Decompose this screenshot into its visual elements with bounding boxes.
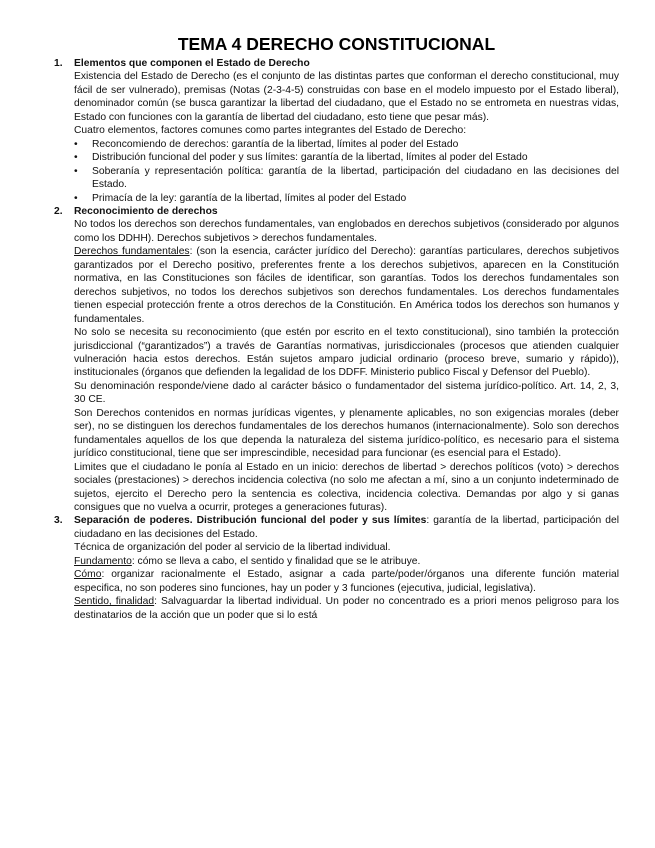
- list-item: • Distribución funcional del poder y sus límites: garantía de la libertad, límites al poder del Estado: [74, 152, 528, 164]
- section-1: [54, 57, 619, 205]
- paragraph: Cuatro elementos, factores comunes como partes integrantes del Estado de Derecho:: [74, 125, 467, 137]
- paragraph: No solo se necesita su reconocimiento (que estén por escrito en el texto constitucional), sino también la protección jurisdiccional (“garantizados”) a través de Garantías normativas, jurisdiccionales (procesos que atienden cualquier vulneración hacia estos derechos. Están sujetos amparo judicial ordinario (proceso breve, sumario y rápido)), institucionales (órganos que defienden la legalidad de los DDFF. Ministerio publico Fiscal y Defensor del Pueblo).: [74, 327, 619, 379]
- bullet-icon: •: [74, 138, 78, 150]
- section-3-heading: [54, 514, 619, 541]
- paragraph: Derechos fundamentales: (son la esencia, carácter jurídico del Derecho): garantías particulares, derechos subjetivos garantizados por el Derecho positivo, preferentes frente a los derechos subjetivos, aparecen en la Constitución normativa, en las Constituciones son fáciles de identificar, son garantías. Todos los derechos fundamentales son derechos subjetivos, no todos los derechos subjetivos son derechos fundamentales. Los derechos fundamentales tienen especial protección frente a otros derechos de la Constitución. En América todos los derechos son humanos y fundamentales.: [74, 246, 619, 325]
- list-item: • Primacía de la ley: garantía de la libertad, límites al poder del Estado: [74, 192, 407, 204]
- paragraph: Fundamento: cómo se lleva a cabo, el sentido y finalidad que se le atribuye.: [74, 555, 421, 567]
- section-3: [54, 514, 619, 622]
- document-title: TEMA 4 DERECHO CONSTITUCIONAL: [177, 34, 496, 54]
- paragraph: Cómo: organizar racionalmente el Estado, asignar a cada parte/poder/órganos una diferente función material especifica, no son poderes sino funciones, hay un poder y 3 funciones (ejecutiva, judicial, legislativa).: [74, 569, 619, 594]
- paragraph: Limites que el ciudadano le ponía al Estado en un inicio: derechos de libertad > derechos políticos (voto) > derechos sociales (prestaciones) > derechos incidencia colectiva (no solo me afectan a mí, sino a un conjunto indeterminado de sujetos, ejercito el Derecho pero la sentencia es colectiva, incidencia colectiva. Demandas por algo y si ganas consigues que no vuelva a ocurrir, proteges a generaciones futuras).: [74, 461, 619, 513]
- paragraph: No todos los derechos son derechos fundamentales, van englobados en derechos subjetivos (considerado por algunos como los DDHH). Derechos subjetivos > derechos fundamentales.: [74, 219, 619, 244]
- term-label: Sentido, finalidad: [74, 596, 155, 608]
- term-label: Derechos fundamentales: [74, 246, 190, 258]
- section-2: [54, 205, 619, 514]
- paragraph: Técnica de organización del poder al servicio de la libertad individual.: [74, 542, 391, 554]
- term-label: Fundamento: [74, 555, 132, 567]
- bullet-icon: •: [74, 152, 78, 164]
- bullet-icon: •: [74, 192, 78, 204]
- paragraph: Son Derechos contenidos en normas jurídicas vigentes, y plenamente aplicables, no son exigencias morales (deber ser), no se distinguen los derechos fundamentales de los derechos humanos (internacionalmente). Solo son derechos fundamentales aquellos de los que dependa la naturaleza del sistema jurídico-político, es necesario para el sistema jurídico constitucional, tiene que ser imprescindible, necesidad para funcionar (es esencial para el Estado).: [74, 407, 619, 460]
- section-3-title-rest: : garantía de la libertad, participación del ciudadano en las decisiones del Estado.: [74, 515, 619, 540]
- bullet-icon: •: [74, 165, 78, 177]
- paragraph: Sentido, finalidad: Salvaguardar la libertad individual. Un poder no concentrado es a priori menos peligroso para los destinatarios de la acción que un poder que si lo está: [74, 596, 619, 621]
- bullet-list: [54, 138, 619, 205]
- section-3-number: 3.: [54, 515, 63, 527]
- paragraph: Existencia del Estado de Derecho (es el conjunto de las distintas partes que conforman el derecho constitucional, muy fácil de ser vulnerado), premisas (Notas (2-3-4-5) construidas con base en el modelo impuesto por el Estado liberal), denominador común (se busca garantizar la libertad del ciudadano, que el Estado no se entrometa en nuestras vidas, Estado con funciones con la garantía de libertad del ciudadano, esto tiene que pesar más).: [74, 71, 619, 123]
- list-item: • Soberanía y representación política: garantía de la libertad, participación del ciudadano en las decisiones del Estado.: [74, 165, 619, 191]
- section-1-title: Elementos que componen el Estado de Derecho: [74, 58, 310, 69]
- list-item: • Reconcomiendo de derechos: garantía de la libertad, límites al poder del Estado: [74, 138, 459, 150]
- section-1-number: 1.: [54, 58, 63, 69]
- paragraph: Su denominación responde/viene dado al carácter básico o fundamentador del sistema jurídico-político. Art. 14, 2, 3, 30 CE.: [74, 380, 619, 406]
- section-1-heading: [54, 57, 619, 70]
- term-label: Cómo: [74, 569, 102, 581]
- section-2-number: 2.: [54, 205, 63, 217]
- section-3-title: Separación de poderes. Distribución funcional del poder y sus límites: [74, 515, 427, 527]
- section-2-title: Reconocimiento de derechos: [74, 205, 218, 217]
- section-2-heading: [54, 205, 619, 218]
